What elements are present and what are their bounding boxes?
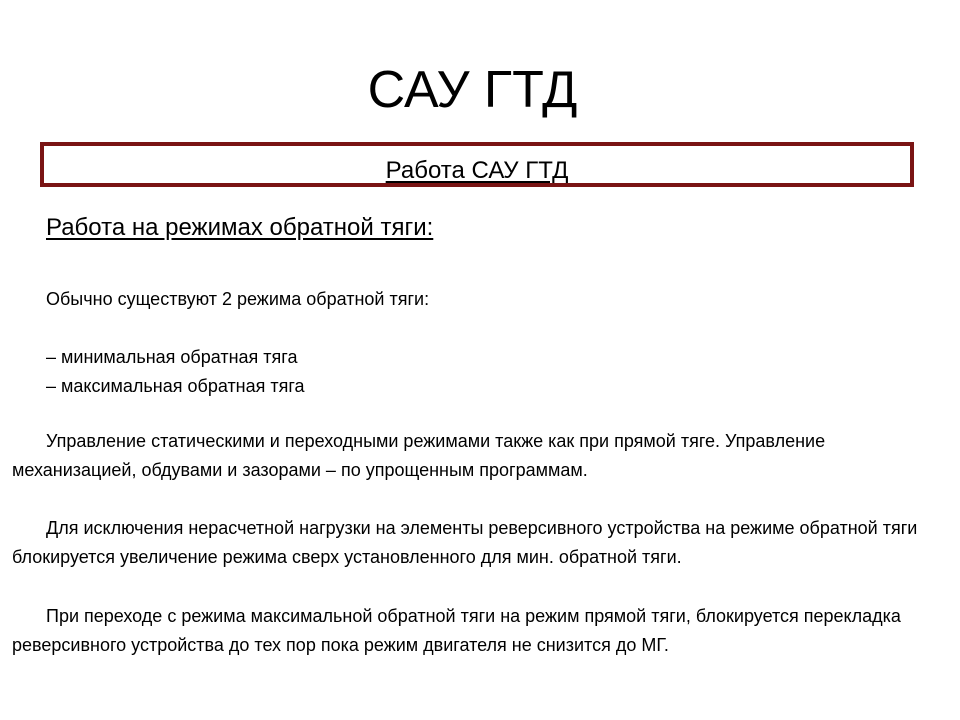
slide-title: САУ ГТД: [367, 61, 578, 119]
section-heading: Работа на режимах обратной тяги:: [46, 214, 434, 241]
subtitle-frame: [40, 142, 914, 187]
list-item-max-reverse-thrust: – максимальная обратная тяга: [46, 376, 305, 396]
intro-text: Обычно существуют 2 режима обратной тяги:: [46, 289, 430, 309]
paragraph-load-limit: Для исключения нерасчетной нагрузки на элементы реверсивного устройства на режиме обратной тяги блокируется увеличение режима сверх установленного для мин. обратной тяги.: [12, 518, 918, 567]
paragraph-control: Управление статическими и переходными режимами также как при прямой тяге. Управление механизацией, обдувами и зазорами – по упрощенным программам.: [12, 431, 826, 480]
list-item-min-reverse-thrust: – минимальная обратная тяга: [46, 347, 298, 367]
subtitle-text: Работа САУ ГТД: [385, 157, 569, 184]
paragraph-transition: При переходе с режима максимальной обратной тяги на режим прямой тяги, блокируется перекладка реверсивного устройства до тех пор пока режим двигателя не снизится до МГ.: [12, 606, 901, 655]
